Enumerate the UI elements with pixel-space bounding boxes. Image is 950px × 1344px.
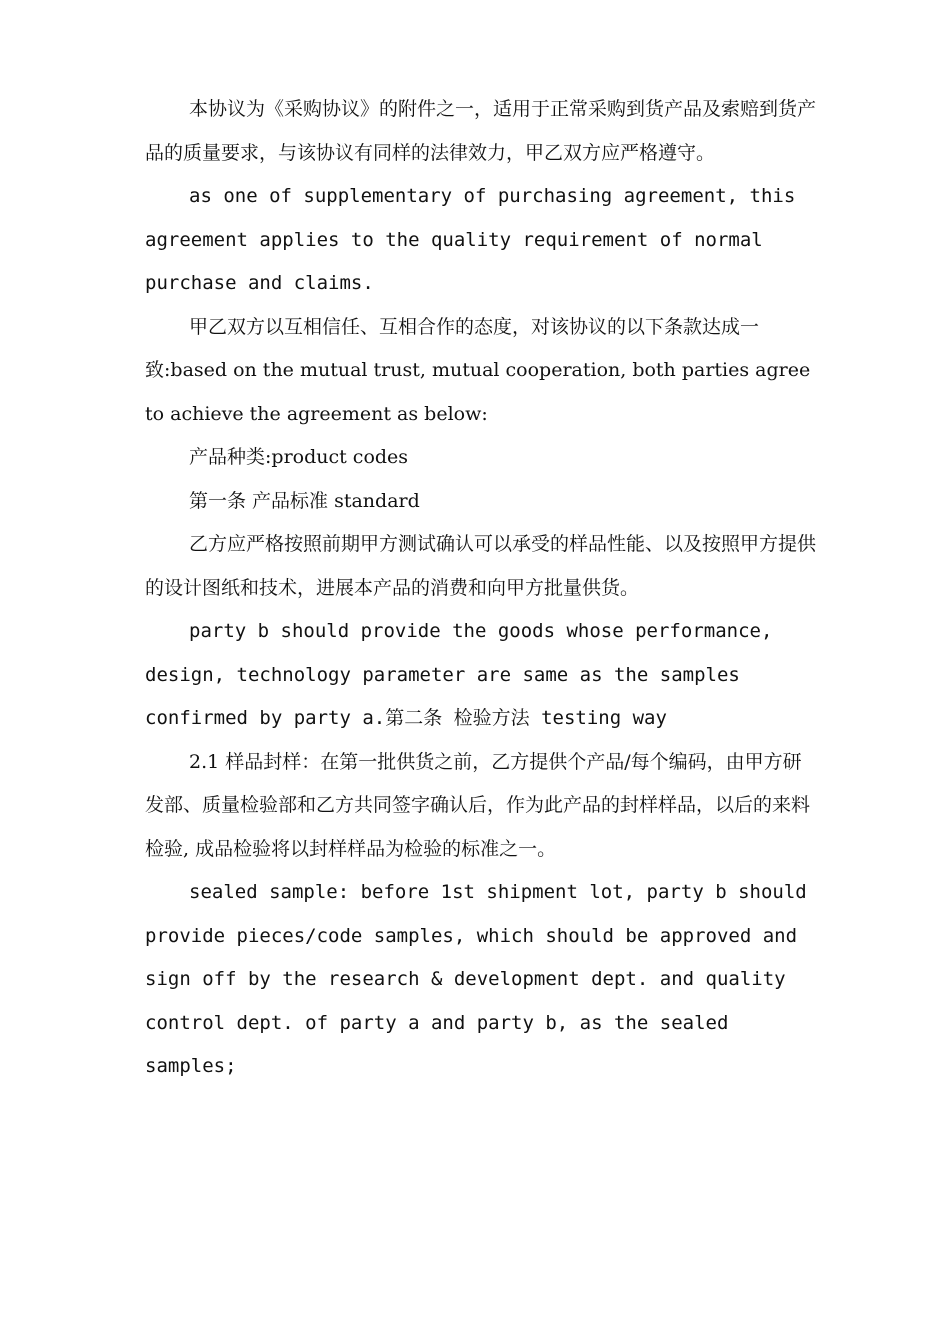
paragraph-product-codes: 产品种类:product codes	[189, 446, 409, 468]
heading-article-1-standard: 第一条 产品标准 standard	[189, 489, 420, 512]
paragraph-standard-cn: 乙方应严格按照前期甲方测试确认可以承受的样品性能、以及按照甲方提供的设计图纸和技术，进展本产品的消费和向甲方批量供货。	[145, 533, 817, 599]
paragraph-standard-en: party b should provide the goods whose performance, design, technology parameter are same as the samples confirmed by party a.第二条 检验方法 testing way	[145, 620, 773, 729]
paragraph-sealed-sample-en: sealed sample: before 1st shipment lot, party b should provide pieces/code samples, which should be approved and sign off by the research & development dept. and quality control dept. of party a and party b, as the sealed samples;	[145, 881, 807, 1077]
paragraph-agreement-intro-cn: 本协议为《采购协议》的附件之一，适用于正常采购到货产品及索赔到货产品的质量要求，与该协议有同样的法律效力，甲乙双方应严格遵守。	[145, 98, 817, 164]
paragraph-agreement-intro-en: as one of supplementary of purchasing agreement, this agreement applies to the quality requirement of normal purchase and claims.	[145, 185, 796, 294]
document-body	[145, 88, 820, 1089]
paragraph-sealed-sample-cn: 2.1 样品封样：在第一批供货之前，乙方提供个产品/每个编码，由甲方研发部、质量检验部和乙方共同签字确认后，作为此产品的封样样品，以后的来料检验, 成品检验将以封样样品为检验的标准之一。	[145, 750, 811, 860]
paragraph-mutual-trust: 甲乙双方以互相信任、互相合作的态度，对该协议的以下条款达成一致:based on the mutual trust, mutual cooperation, both parties agree to achieve the agreement as below:	[145, 315, 811, 425]
